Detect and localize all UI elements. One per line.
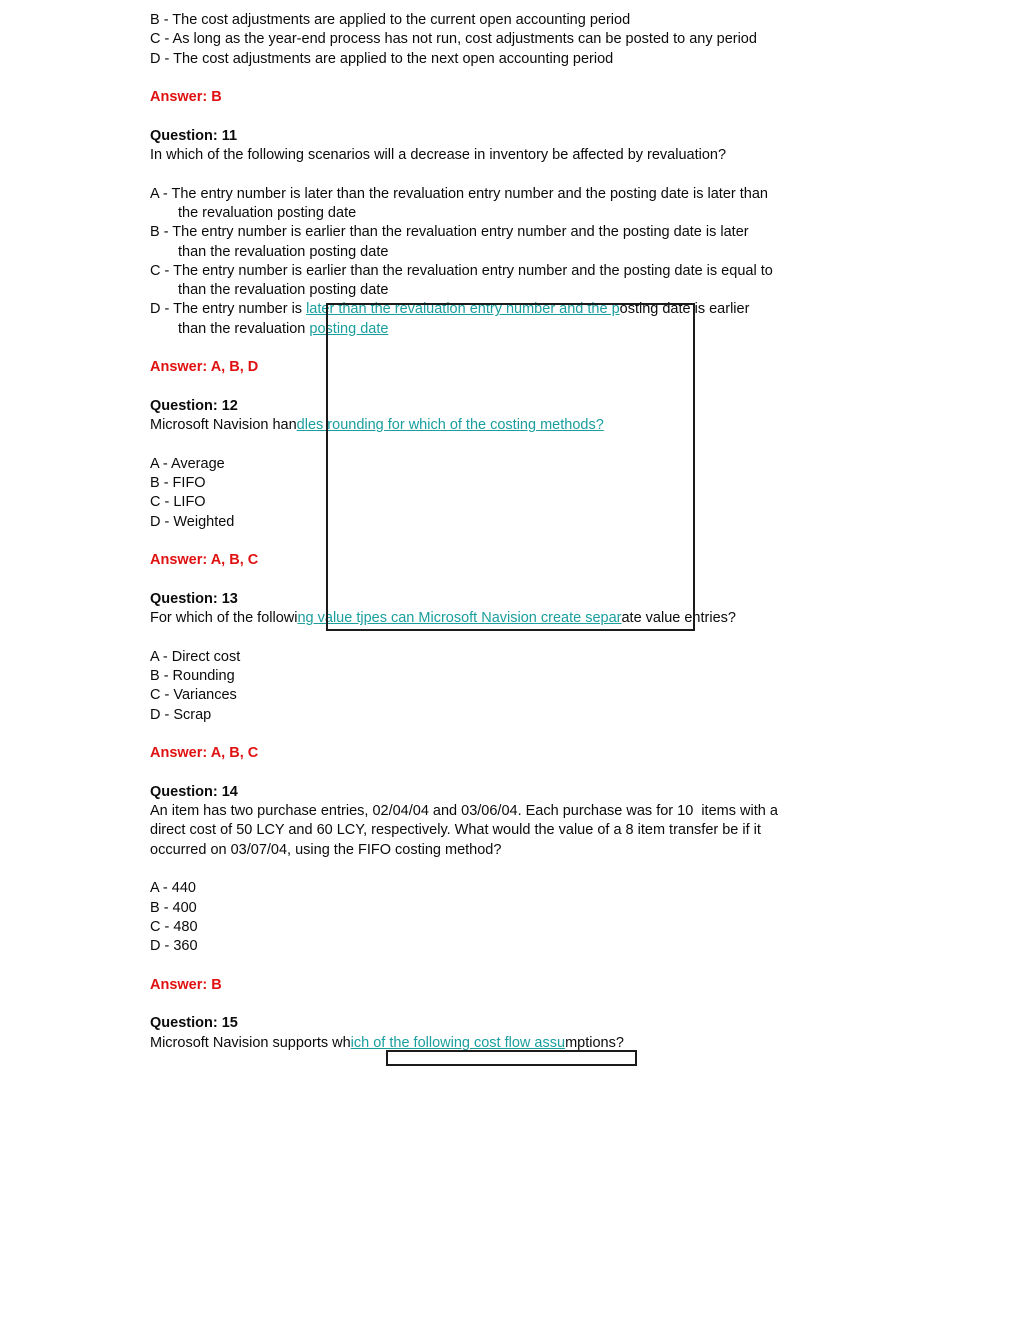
text-line [150, 841, 1024, 860]
blank-line [150, 860, 1024, 879]
hyperlink-text[interactable]: posting date [309, 320, 389, 337]
text-segment: mptions? [565, 1034, 624, 1051]
text-line [150, 204, 1024, 223]
text-segment: D - The entry number is [150, 301, 307, 318]
text-segment: Question: 13 [150, 590, 238, 607]
text-segment: D - Weighted [150, 513, 235, 530]
text-line [150, 648, 1024, 667]
text-line [150, 30, 1024, 49]
text-segment: C - The entry number is earlier than the revaluation entry number and the posting date is equal to [150, 262, 773, 279]
text-segment: B - The cost adjustments are applied to the current open accounting period [150, 12, 631, 28]
text-segment: than the revaluation posting date [178, 282, 389, 299]
text-segment: C - LIFO [150, 494, 206, 511]
text-segment: Question: 12 [150, 397, 238, 414]
small-annotation-box [386, 1050, 637, 1066]
hyperlink-text[interactable]: ich of the following cost flow assu [350, 1034, 566, 1051]
text-segment: ate value entries? [621, 610, 736, 627]
text-segment: A - Direct cost [150, 648, 241, 665]
blank-line [150, 107, 1024, 126]
text-segment: B - The entry number is earlier than the revaluation entry number and the posting date is later [150, 224, 749, 241]
text-segment: C - Variances [150, 687, 237, 704]
text-segment: B - Rounding [150, 668, 235, 685]
text-segment: Answer: B [150, 89, 222, 106]
text-segment: occurred on 03/07/04, using the FIFO costing method? [150, 841, 502, 858]
answer-line [150, 88, 1024, 107]
text-segment: Question: 11 [150, 127, 238, 144]
text-line [150, 667, 1024, 686]
text-line [150, 243, 1024, 262]
text-segment: Microsoft Navision supports wh [150, 1034, 351, 1051]
question-heading [150, 783, 1024, 802]
text-line [150, 899, 1024, 918]
hyperlink-text[interactable]: ng value tjpes can Microsoft Navision create separ [297, 610, 622, 627]
text-segment: osting date is earlier [619, 301, 750, 318]
blank-line [150, 764, 1024, 783]
text-segment: For which of the followi [150, 610, 298, 627]
blank-line [150, 629, 1024, 648]
blank-line [150, 995, 1024, 1014]
text-segment: than the revaluation [178, 320, 310, 337]
text-segment: In which of the following scenarios will a decrease in inventory be affected by revaluation? [150, 147, 727, 164]
text-line [150, 706, 1024, 725]
large-annotation-box [326, 303, 695, 631]
text-line [150, 281, 1024, 300]
text-segment: B - 400 [150, 899, 197, 916]
text-line [150, 50, 1024, 69]
blank-line [150, 725, 1024, 744]
text-segment: C - As long as the year-end process has not run, cost adjustments can be posted to any period [150, 31, 757, 48]
blank-line [150, 957, 1024, 976]
text-segment: A - 440 [150, 880, 196, 897]
text-segment: An item has two purchase entries, 02/04/04 and 03/06/04. Each purchase was for 10 items with a [150, 803, 778, 820]
blank-line [150, 69, 1024, 88]
question-heading [150, 1014, 1024, 1033]
text-segment: D - 360 [150, 938, 198, 955]
text-line [150, 146, 1024, 165]
hyperlink-text[interactable]: dles rounding for which of the costing methods? [296, 417, 604, 434]
text-segment: Answer: A, B, D [150, 359, 259, 376]
text-line [150, 802, 1024, 821]
text-segment: C - 480 [150, 918, 198, 935]
question-heading [150, 127, 1024, 146]
text-segment: D - Scrap [150, 706, 212, 723]
text-segment: Answer: B [150, 976, 222, 993]
hyperlink-text[interactable]: later than the revaluation entry number and the p [306, 301, 620, 318]
text-segment: Question: 14 [150, 783, 238, 800]
text-segment: than the revaluation posting date [178, 243, 389, 260]
text-line [150, 686, 1024, 705]
text-line [150, 937, 1024, 956]
text-segment: A - The entry number is later than the revaluation entry number and the posting date is later than [150, 185, 768, 202]
text-segment: D - The cost adjustments are applied to the next open accounting period [150, 50, 614, 67]
text-segment: Question: 15 [150, 1015, 238, 1032]
text-segment: A - Average [150, 455, 225, 472]
text-segment: Answer: A, B, C [150, 745, 259, 762]
text-segment: direct cost of 50 LCY and 60 LCY, respectively. What would the value of a 8 item transfer be if it [150, 822, 761, 839]
text-line [150, 821, 1024, 840]
text-segment: the revaluation posting date [178, 204, 357, 221]
text-segment: Answer: A, B, C [150, 552, 259, 569]
text-line [150, 879, 1024, 898]
answer-line [150, 744, 1024, 763]
text-segment: Microsoft Navision han [150, 417, 297, 434]
text-line [150, 223, 1024, 242]
text-line [150, 11, 1024, 30]
text-segment: B - FIFO [150, 475, 206, 492]
text-line [150, 262, 1024, 281]
text-line [150, 918, 1024, 937]
blank-line [150, 165, 1024, 184]
answer-line [150, 976, 1024, 995]
text-line [150, 185, 1024, 204]
